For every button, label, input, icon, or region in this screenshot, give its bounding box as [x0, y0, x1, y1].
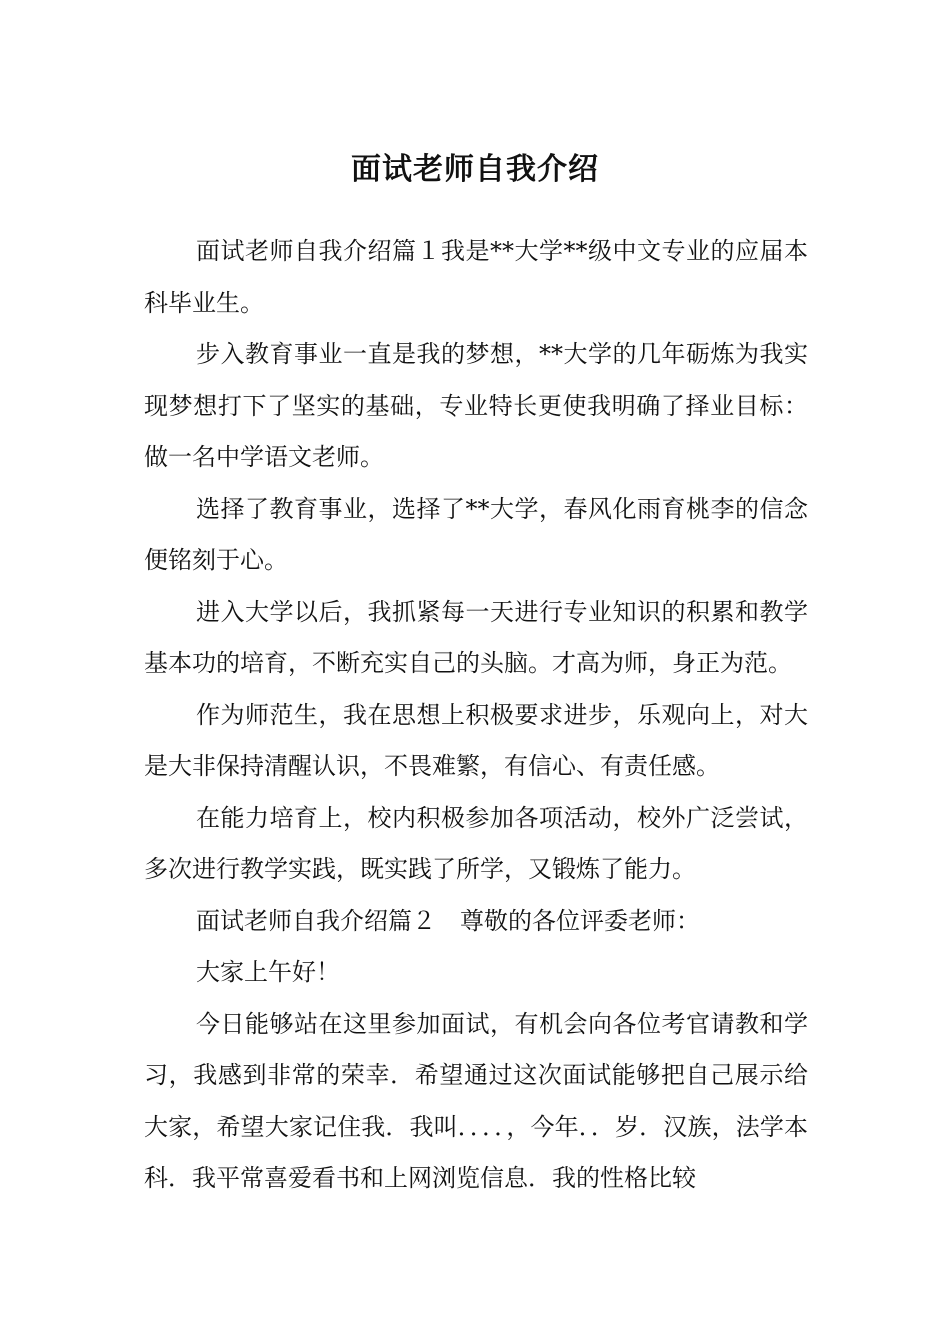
document-title: 面试老师自我介绍	[351, 152, 599, 188]
paragraph-3: 选择了教育事业，选择了**大学，春风化雨育桃李的信念便铭刻于心。	[144, 494, 808, 574]
paragraph-1: 面试老师自我介绍篇１我是**大学**级中文专业的应届本科毕业生。	[144, 237, 808, 317]
paragraph-6: 在能力培育上，校内积极参加各项活动，校外广泛尝试，多次进行教学实践，既实践了所学，又锻炼了能力。	[144, 803, 808, 883]
paragraph-8: 大家上午好！	[196, 958, 340, 986]
paragraph-5: 作为师范生，我在思想上积极要求进步，乐观向上，对大是大非保持清醒认识，不畏难繁，有信心、有责任感。	[144, 700, 808, 780]
document-body	[144, 226, 808, 1205]
paragraph-2: 步入教育事业一直是我的梦想，**大学的几年砺炼为我实现梦想打下了坚实的基础，专业特长更使我明确了择业目标：做一名中学语文老师。	[144, 340, 808, 471]
paragraph-4: 进入大学以后，我抓紧每一天进行专业知识的积累和教学基本功的培育，不断充实自己的头脑。才高为师，身正为范。	[144, 597, 808, 677]
paragraph-9: 今日能够站在这里参加面试，有机会向各位考官请教和学习，我感到非常的荣幸．希望通过这次面试能够把自己展示给大家，希望大家记住我．我叫．．．．，今年．．岁．汉族，法学本科．我平常喜爱看书和上网浏览信息．我的性格比较	[144, 1009, 808, 1192]
paragraph-7: 面试老师自我介绍篇２ 尊敬的各位评委老师：	[196, 906, 700, 935]
